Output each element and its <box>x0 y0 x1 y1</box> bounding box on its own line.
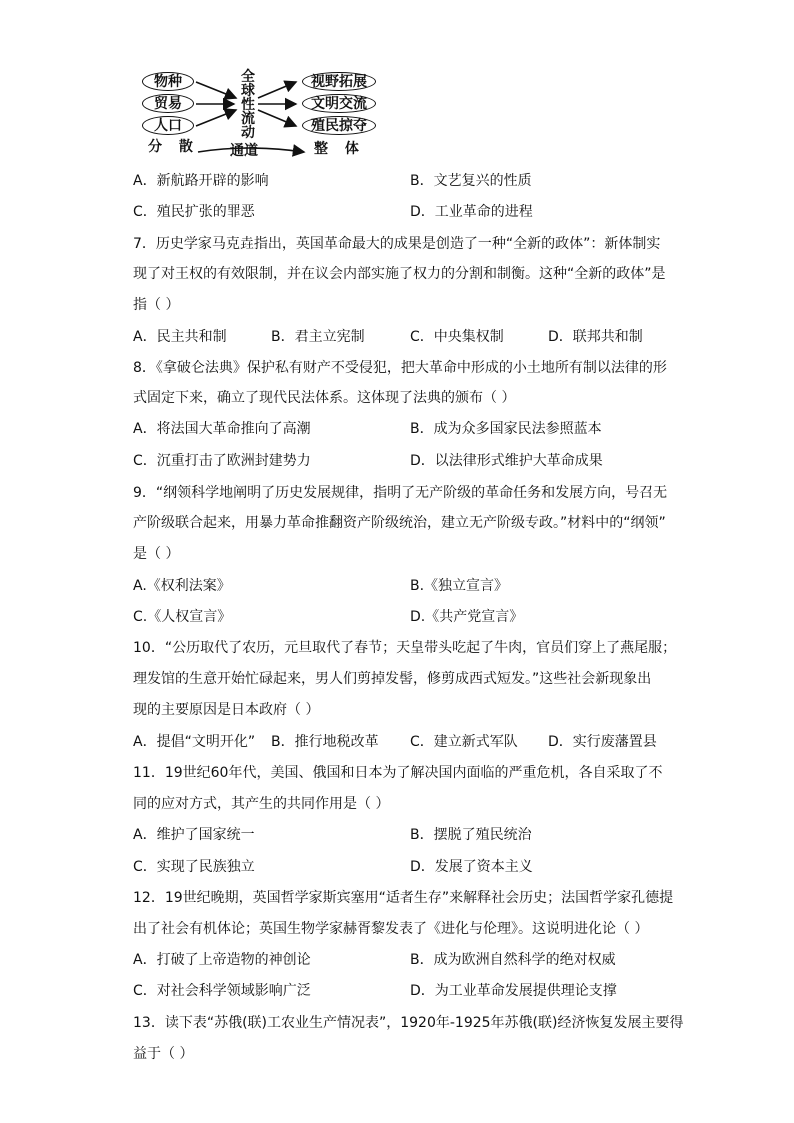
q11-option-c: C．实现了民族独立 <box>133 859 255 875</box>
diagram-right-item: 殖民掠夺 <box>302 116 376 135</box>
q10-option-c: C．建立新式军队 <box>410 734 518 750</box>
q9-stem-line: 是（ ） <box>133 546 180 562</box>
q7-option-c: C．中央集权制 <box>410 329 504 345</box>
q6-option-c: C．殖民扩张的罪恶 <box>133 204 255 220</box>
diagram-bottom-right: 整 体 <box>314 141 365 157</box>
diagram-right-item: 视野拓展 <box>302 72 376 91</box>
q9-option-c: C.《人权宣言》 <box>133 609 232 625</box>
q7-option-b: B．君主立宪制 <box>271 329 365 345</box>
q9-option-d: D.《共产党宣言》 <box>410 609 524 625</box>
q11-option-d: D．发展了资本主义 <box>410 859 533 875</box>
q8-stem-line: 8．《拿破仑法典》保护私有财产不受侵犯，把大革命中形成的小土地所有制以法律的形 <box>133 360 667 376</box>
q7-stem-line: 指（ ） <box>133 297 180 313</box>
q8-option-c: C．沉重打击了欧洲封建势力 <box>133 453 311 469</box>
q12-option-c: C．对社会科学领域影响广泛 <box>133 983 311 999</box>
q6-option-d: D．工业革命的进程 <box>410 204 533 220</box>
diagram-left-item: 物种 <box>142 72 194 91</box>
flow-diagram <box>128 66 388 162</box>
q8-option-b: B．成为众多国家民法参照蓝本 <box>410 421 602 437</box>
q10-stem-line: 现的主要原因是日本政府（ ） <box>133 702 320 718</box>
diagram-center-char: 全 <box>241 69 255 85</box>
q10-stem-line: 理发馆的生意开始忙碌起来，男人们剪掉发髻，修剪成西式短发。”这些社会新现象出 <box>133 671 652 687</box>
diagram-bottom-mid: 通道 <box>230 143 258 159</box>
diagram-left-item: 贸易 <box>142 94 194 113</box>
q7-option-d: D．联邦共和制 <box>548 329 643 345</box>
q12-stem-line: 12．19世纪晚期，英国哲学家斯宾塞用“适者生存”来解释社会历史；法国哲学家孔德提 <box>133 890 674 906</box>
q10-option-b: B．推行地税改革 <box>271 734 379 750</box>
q8-stem-line: 式固定下来，确立了现代民法体系。这体现了法典的颁布（ ） <box>133 390 516 406</box>
diagram-bottom-left: 分 散 <box>148 139 199 155</box>
q10-option-a: A．提倡“文明开化” <box>133 734 256 750</box>
q12-option-d: D．为工业革命发展提供理论支撑 <box>410 983 617 999</box>
q13-stem-line: 13．读下表“苏俄(联)工农业生产情况表”，1920年-1925年苏俄(联)经济恢复发展主要得 <box>133 1015 684 1031</box>
q9-stem-line: 9．“纲领科学地阐明了历史发展规律，指明了无产阶级的革命任务和发展方向，号召无 <box>133 485 668 501</box>
q11-option-b: B．摆脱了殖民统治 <box>410 827 532 843</box>
q7-stem-line: 现了对王权的有效限制，并在议会内部实施了权力的分割和制衡。这种“全新的政体”是 <box>133 266 666 282</box>
diagram-center-char: 性 <box>241 97 255 113</box>
q9-option-b: B.《独立宣言》 <box>410 578 509 594</box>
q9-stem-line: 产阶级联合起来，用暴力革命推翻资产阶级统治，建立无产阶级专政。”材料中的“纲领” <box>133 515 666 531</box>
q11-stem-line: 11．19世纪60年代，美国、俄国和日本为了解决国内面临的严重危机，各自采取了不 <box>133 765 663 781</box>
diagram-center-char: 流 <box>241 111 255 127</box>
diagram-center-char: 球 <box>241 83 255 99</box>
q6-option-a: A．新航路开辟的影响 <box>133 173 269 189</box>
diagram-center-char: 动 <box>241 125 255 141</box>
q12-option-a: A．打破了上帝造物的神创论 <box>133 952 311 968</box>
q11-option-a: A．维护了国家统一 <box>133 827 255 843</box>
q7-stem-line: 7．历史学家马克垚指出，英国革命最大的成果是创造了一种“全新的政体”：新体制实 <box>133 236 661 252</box>
q12-option-b: B．成为欧洲自然科学的绝对权威 <box>410 952 616 968</box>
q8-option-d: D．以法律形式维护大革命成果 <box>410 453 603 469</box>
q6-option-b: B．文艺复兴的性质 <box>410 173 532 189</box>
diagram-left-item: 人口 <box>142 116 194 135</box>
q9-option-a: A.《权利法案》 <box>133 578 231 594</box>
q13-stem-line: 益于（ ） <box>133 1046 194 1062</box>
q12-stem-line: 出了社会有机体论；英国生物学家赫胥黎发表了《进化与伦理》。这说明进化论（ ） <box>133 921 649 937</box>
q7-option-a: A．民主共和制 <box>133 329 227 345</box>
q10-stem-line: 10．“公历取代了农历，元旦取代了春节；天皇带头吃起了牛肉，官员们穿上了燕尾服； <box>133 640 677 656</box>
q11-stem-line: 同的应对方式，其产生的共同作用是（ ） <box>133 796 390 812</box>
q8-option-a: A．将法国大革命推向了高潮 <box>133 421 311 437</box>
q10-option-d: D．实行废藩置县 <box>548 734 657 750</box>
diagram-right-item: 文明交流 <box>302 94 376 113</box>
